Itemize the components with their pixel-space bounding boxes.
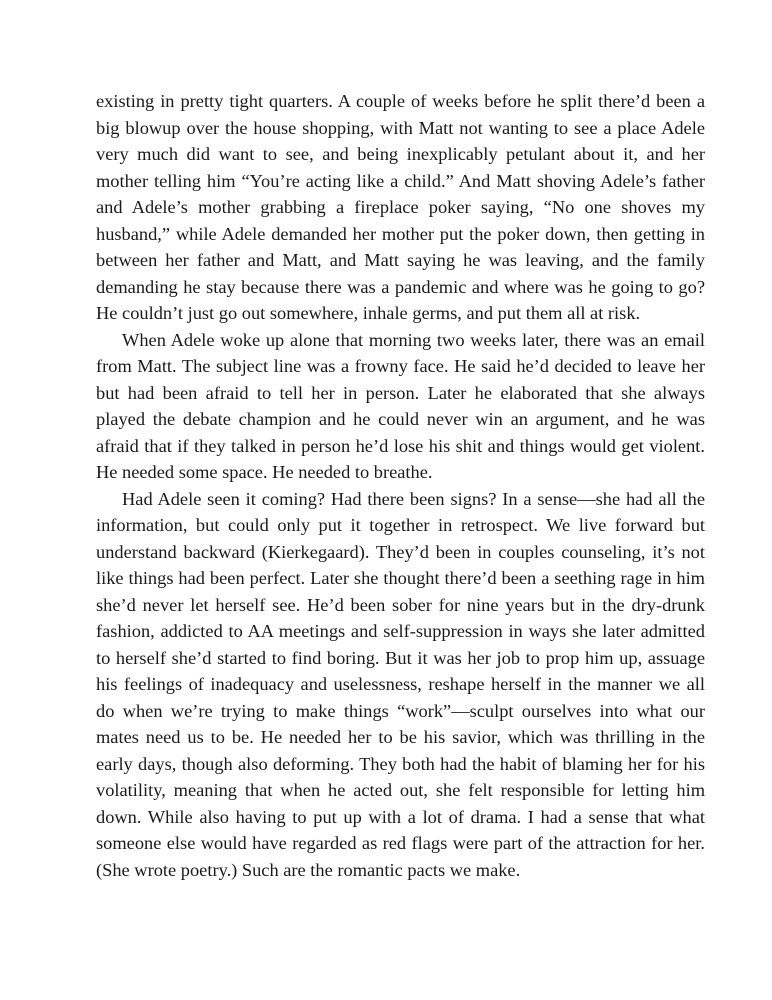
paragraph-email-from-matt: When Adele woke up alone that morning two weeks later, there was an email from Matt. The subject line was a frowny face. He said he’d decided to leave her but had been afraid to tell her in person. Later he elaborated that she always played the debate champion and he could never win an argument, and he was afraid that if they talked in person he’d lose his shit and things would get violent. He needed some space. He needed to breathe. <box>96 329 705 482</box>
paragraph-continued: existing in pretty tight quarters. A couple of weeks before he split there’d been a big blowup over the house shopping, with Matt not wanting to see a place Adele very much did want to see, and being inexplicably petulant about it, and her mother telling him “You’re acting like a child.” And Matt shoving Adele’s father and Adele’s mother grabbing a fireplace poker saying, “No one shoves my husband,” while Adele demanded her mother put the poker down, then getting in between her father and Matt, and Matt saying he was leaving, and the family demanding he stay because there was a pandemic and where was he going to go? He couldn’t just go out somewhere, inhale germs, and put them all at risk. <box>96 91 705 323</box>
paragraph-signs: Had Adele seen it coming? Had there been signs? In a sense—she had all the information, but could only put it together in retrospect. We live forward but understand backward (Kierkegaard). They’d been in couples counseling, it’s not like things had been perfect. Later she thought there’d been a seething rage in him she’d never let herself see. He’d been sober for nine years but in the dry-drunk fashion, addicted to AA meetings and self-suppression in ways she later admitted to herself she’d started to find boring. But it was her job to prop him up, assuage his feelings of inadequacy and uselessness, reshape herself in the manner we all do when we’re trying to make things “work”—sculpt ourselves into what our mates need us to be. He needed her to be his savior, which was thrilling in the early days, though also deforming. They both had the habit of blaming her for his volatility, meaning that when he acted out, she felt responsible for letting him down. While also having to put up with a lot of drama. I had a sense that what someone else would have regarded as red flags were part of the attraction for her. (She wrote poetry.) Such are the romantic pacts we make. <box>96 488 705 880</box>
document-page <box>96 88 705 883</box>
